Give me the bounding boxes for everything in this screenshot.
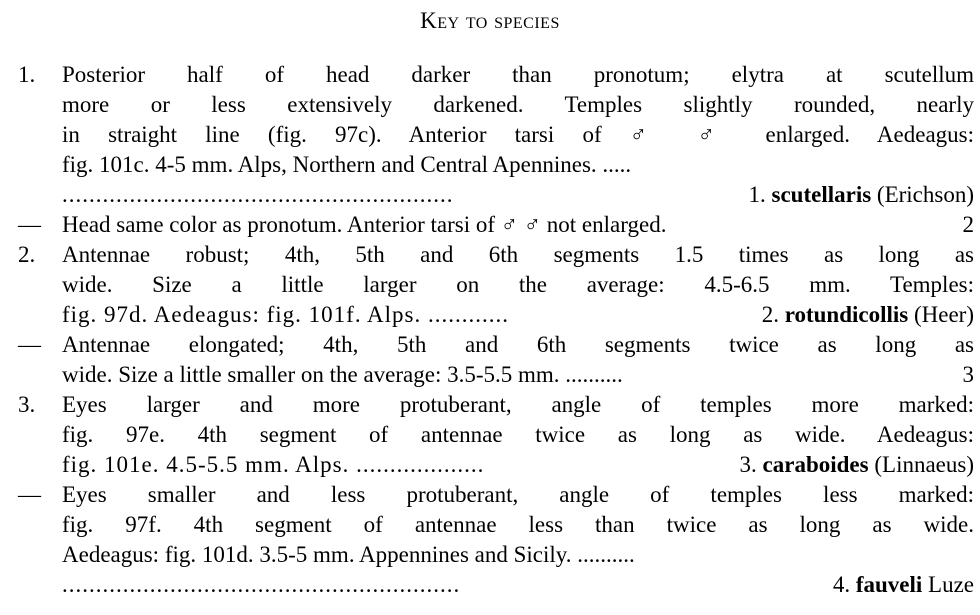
result-author: Luze xyxy=(928,572,974,597)
entry-line: in straight line (fig. 97c). Anterior tarsi of ♂ ♂ enlarged. Aedeagus: xyxy=(62,122,974,147)
result-taxon: scutellaris xyxy=(771,182,872,207)
entry-body xyxy=(62,60,974,210)
document-page xyxy=(0,8,980,615)
result-author: (Linnaeus) xyxy=(874,452,974,477)
entry-line: fig. 97e. 4th segment of antennae twice as long as wide. Aedeagus: xyxy=(62,422,974,447)
result-number: 4. xyxy=(832,572,851,597)
entry-line: Eyes smaller and less protuberant, angle of temples less marked: xyxy=(62,482,974,507)
entry-result-text xyxy=(823,570,974,600)
entry-line-row xyxy=(62,210,974,240)
entry-body xyxy=(62,210,974,240)
entry-line: Eyes larger and more protuberant, angle of temples more marked: xyxy=(62,392,974,417)
entry-lead-number: 2. xyxy=(18,242,36,267)
entry-line-row xyxy=(62,360,974,390)
entry-line: more or less extensively darkened. Temples slightly rounded, nearly xyxy=(62,92,974,117)
entry-line: fig. 101c. 4-5 mm. Alps, Northern and Central Apennines. ..... xyxy=(62,152,632,177)
result-taxon: rotundicollis xyxy=(784,302,909,327)
result-author: (Erichson) xyxy=(876,182,974,207)
entry-line: Antennae robust; 4th, 5th and 6th segments 1.5 times as long as xyxy=(62,242,974,267)
entry-line: fig. 97d. Aedeagus: fig. 101f. Alps. ............ xyxy=(62,302,509,327)
result-number: 2 xyxy=(962,212,974,237)
key-entry-list xyxy=(0,60,980,600)
entry-line: fig. 101e. 4.5-5.5 mm. Alps. ................... xyxy=(62,452,485,477)
result-number: 3. xyxy=(739,452,757,477)
entry-result-text xyxy=(739,180,974,210)
result-number: 2. xyxy=(761,302,779,327)
result-taxon: fauveli xyxy=(855,572,923,597)
entry-result xyxy=(62,450,974,480)
key-entry xyxy=(14,240,974,330)
entry-body xyxy=(62,330,974,390)
entry-lead-dash: — xyxy=(18,332,41,357)
dot-leader: .......................................................... xyxy=(62,182,454,207)
key-entry xyxy=(14,390,974,480)
key-entry xyxy=(14,60,974,210)
result-number: 1. xyxy=(748,182,766,207)
result-number: 3 xyxy=(962,362,974,387)
entry-body xyxy=(62,480,974,600)
key-entry xyxy=(14,210,974,240)
entry-result xyxy=(62,180,974,210)
entry-body xyxy=(62,390,974,480)
entry-lead-dash: — xyxy=(18,482,41,507)
entry-result-text xyxy=(752,300,974,330)
entry-line: Aedeagus: fig. 101d. 3.5-5 mm. Appennines and Sicily. .......... xyxy=(62,542,635,567)
entry-line: wide. Size a little smaller on the average: 3.5-5.5 mm. .......... xyxy=(62,362,623,387)
result-author: (Heer) xyxy=(913,302,974,327)
entry-body xyxy=(62,240,974,330)
entry-result xyxy=(62,300,974,330)
entry-line: wide. Size a little larger on the average: 4.5-6.5 mm. Temples: xyxy=(62,272,974,297)
key-entry xyxy=(14,480,974,600)
entry-line: Antennae elongated; 4th, 5th and 6th segments twice as long as xyxy=(62,332,974,357)
entry-line: Head same color as pronotum. Anterior tarsi of ♂ ♂ not enlarged. xyxy=(62,212,667,237)
entry-lead-number: 3. xyxy=(18,392,36,417)
key-entry xyxy=(14,330,974,390)
entry-result-text xyxy=(730,450,974,480)
dot-leader: ........................................................... xyxy=(62,572,461,597)
page-title: Key to species xyxy=(420,8,560,33)
result-taxon: caraboides xyxy=(762,452,869,477)
entry-lead-dash: — xyxy=(18,212,41,237)
entry-lead-number: 1. xyxy=(18,62,36,87)
entry-line: fig. 97f. 4th segment of antennae less than twice as long as wide. xyxy=(62,512,974,537)
entry-line: Posterior half of head darker than pronotum; elytra at scutellum xyxy=(62,62,974,87)
entry-result xyxy=(62,570,974,600)
